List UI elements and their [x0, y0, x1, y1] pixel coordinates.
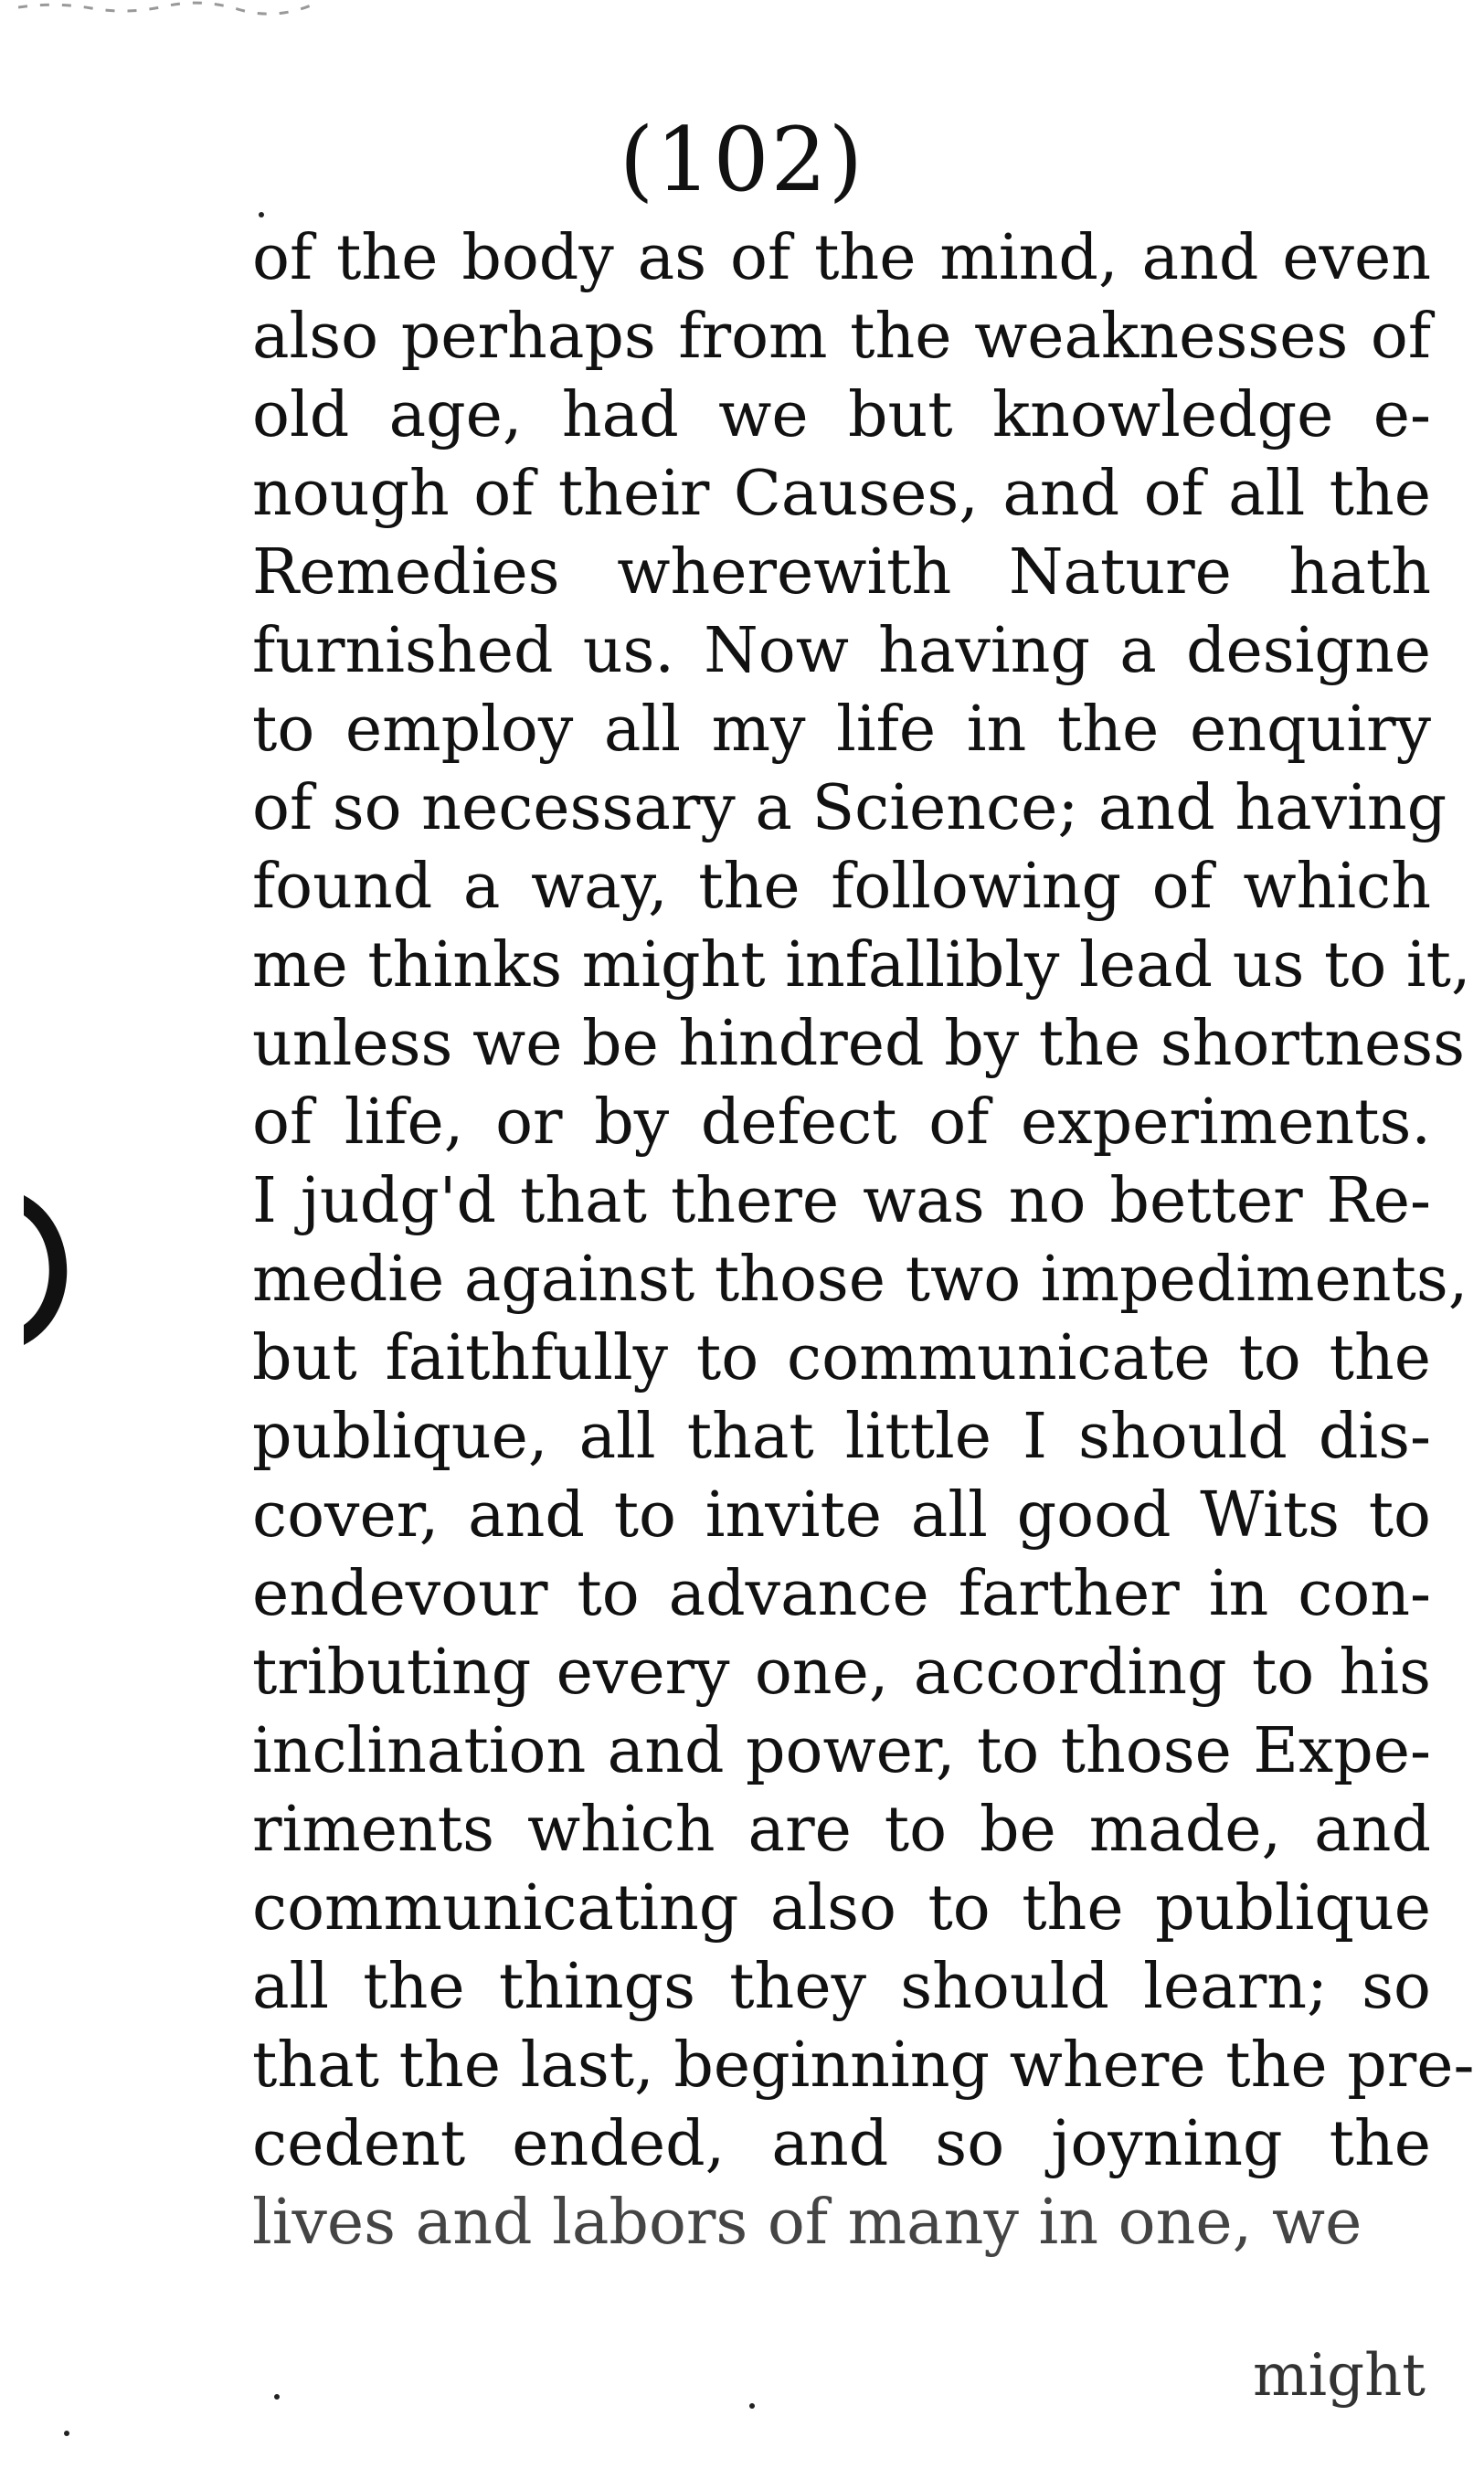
- text-line: medie against those two impediments,: [252, 1244, 1468, 1316]
- text-line: endevour to advance farther in con-: [252, 1558, 1431, 1630]
- text-line: publique, all that little I should dis-: [252, 1401, 1431, 1473]
- text-line: nough of their Causes, and of all the: [252, 458, 1431, 530]
- text-line: of life, or by defect of experiments.: [252, 1086, 1431, 1159]
- text-line: me thinks might infallibly lead us to it,: [252, 929, 1471, 1001]
- text-line: old age, had we but knowledge e-: [252, 379, 1431, 451]
- text-line: of the body as of the mind, and even: [252, 222, 1431, 294]
- page-edge-smudge: [18, 0, 311, 16]
- text-line: riments which are to be made, and: [252, 1794, 1431, 1866]
- ink-speck: [749, 2403, 755, 2409]
- text-line: to employ all my life in the enquiry: [252, 694, 1431, 766]
- text-line: tributing every one, according to his: [252, 1637, 1431, 1709]
- catchword: might: [1252, 2342, 1426, 2410]
- text-line: furnished us. Now having a designe: [252, 615, 1431, 687]
- text-line: but faithfully to communicate to the: [252, 1322, 1431, 1394]
- page-number: (102): [619, 109, 865, 211]
- binding-bracket-mark: [16, 1188, 80, 1352]
- ink-speck: [274, 2394, 280, 2400]
- text-line: I judg'd that there was no better Re-: [252, 1165, 1431, 1237]
- text-line: unless we be hindred by the shortness: [252, 1008, 1466, 1080]
- ink-speck: [259, 212, 264, 217]
- text-line: cover, and to invite all good Wits to: [252, 1479, 1431, 1552]
- ink-speck: [64, 2431, 69, 2436]
- text-line: also perhaps from the weaknesses of: [252, 301, 1431, 373]
- text-line: communicating also to the publique: [252, 1872, 1431, 1944]
- text-line: that the last, beginning where the pre-: [252, 2029, 1475, 2102]
- text-line: cedent ended, and so joyning the: [252, 2108, 1431, 2180]
- text-line: all the things they should learn; so: [252, 1951, 1431, 2023]
- text-line: of so necessary a Science; and having: [252, 772, 1447, 844]
- body-text: [252, 219, 1475, 2262]
- text-line: inclination and power, to those Expe-: [252, 1715, 1431, 1787]
- text-line: found a way, the following of which: [252, 851, 1431, 923]
- text-line: Remedies wherewith Nature hath: [252, 536, 1431, 609]
- text-line-faded: lives and labors of many in one, we: [252, 2187, 1362, 2259]
